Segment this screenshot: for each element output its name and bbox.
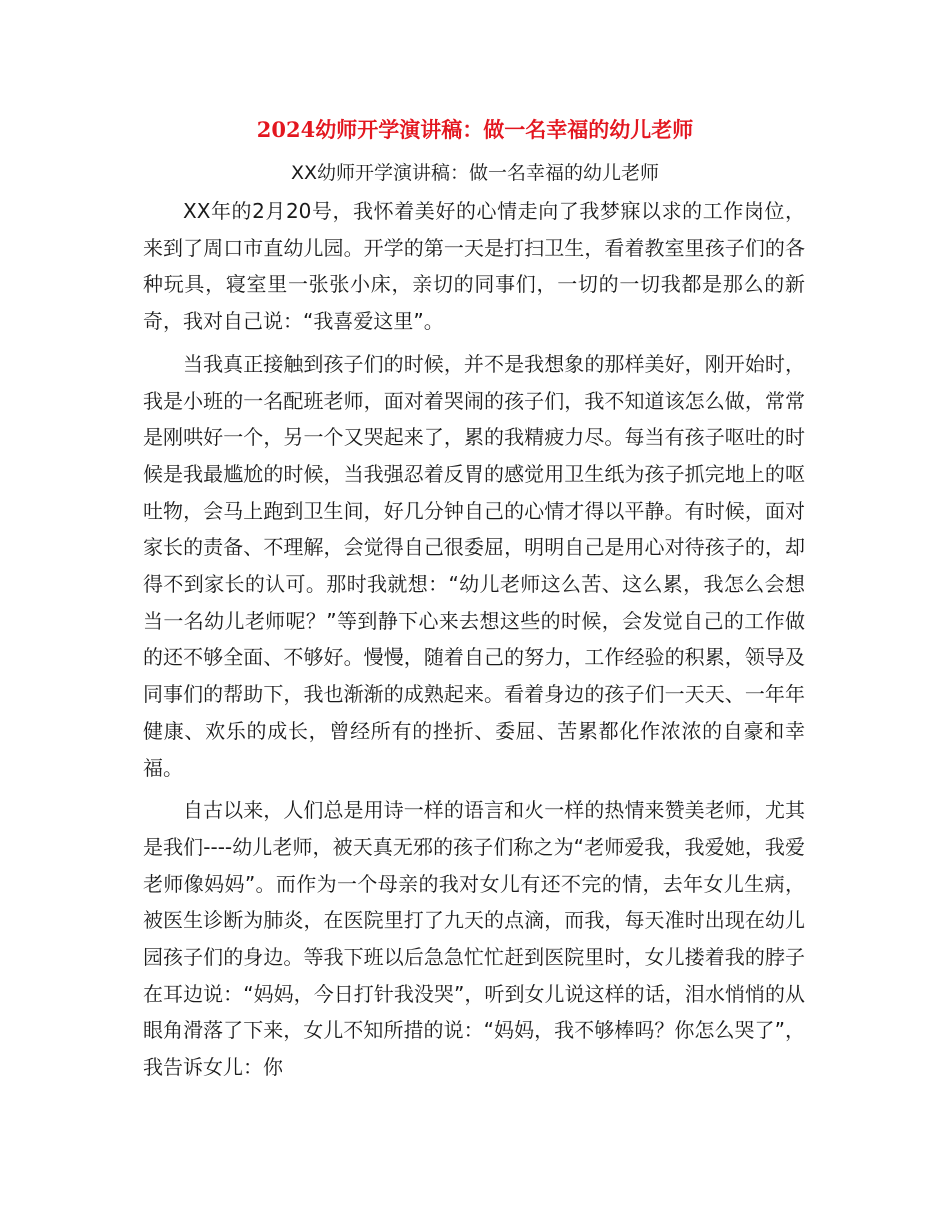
paragraph: XX年的2月20号，我怀着美好的心情走向了我梦寐以求的工作岗位，来到了周口市直幼儿园。开学的第一天是打扫卫生，看着教室里孩子们的各种玩具，寝室里一张张小床，亲切的同事们，一切的一切我都是那么的新奇，我对自己说：“我喜爱这里”。 — [143, 199, 805, 334]
document-title: 2024幼师开学演讲稿：做一名幸福的幼儿老师 — [256, 117, 694, 142]
paragraph: 自古以来，人们总是用诗一样的语言和火一样的热情来赞美老师，尤其是我们----幼儿老师，被天真无邪的孩子们称之为“老师爱我，我爱她，我爱老师像妈妈”。而作为一个母亲的我对女儿有还不完的情，去年女儿生病，被医生诊断为肺炎，在医院里打了九天的点滴，而我，每天准时出现在幼儿园孩子们的身边。等我下班以后急急忙忙赶到医院里时，女儿搂着我的脖子在耳边说：“妈妈，今日打针我没哭”，听到女儿说这样的话，泪水悄悄的从眼角滑落了下来，女儿不知所措的说：“妈妈，我不够棒吗？你怎么哭了”，我告诉女儿：你 — [143, 798, 805, 1080]
paragraph: 当我真正接触到孩子们的时候，并不是我想象的那样美好，刚开始时，我是小班的一名配班老师，面对着哭闹的孩子们，我不知道该怎么做，常常是刚哄好一个，另一个又哭起来了，累的我精疲力尽。每当有孩子呕吐的时候是我最尴尬的时候，当我强忍着反胃的感觉用卫生纸为孩子抓完地上的呕吐物，会马上跑到卫生间，好几分钟自己的心情才得以平静。有时候，面对家长的责备、不理解，会觉得自己很委屈，明明自己是用心对待孩子的，却得不到家长的认可。那时我就想：“幼儿老师这么苦、这么累，我怎么会想当一名幼儿老师呢？”等到静下心来去想这些的时候，会发觉自己的工作做的还不够全面、不够好。慢慢，随着自己的努力，工作经验的积累，领导及同事们的帮助下，我也渐渐的成熟起来。看着身边的孩子们一天天、一年年健康、欢乐的成长，曾经所有的挫折、委屈、苦累都化作浓浓的自豪和幸福。 — [143, 351, 805, 780]
document-subtitle: XX幼师开学演讲稿：做一名幸福的幼儿老师 — [290, 162, 660, 184]
document-body — [143, 193, 805, 1092]
